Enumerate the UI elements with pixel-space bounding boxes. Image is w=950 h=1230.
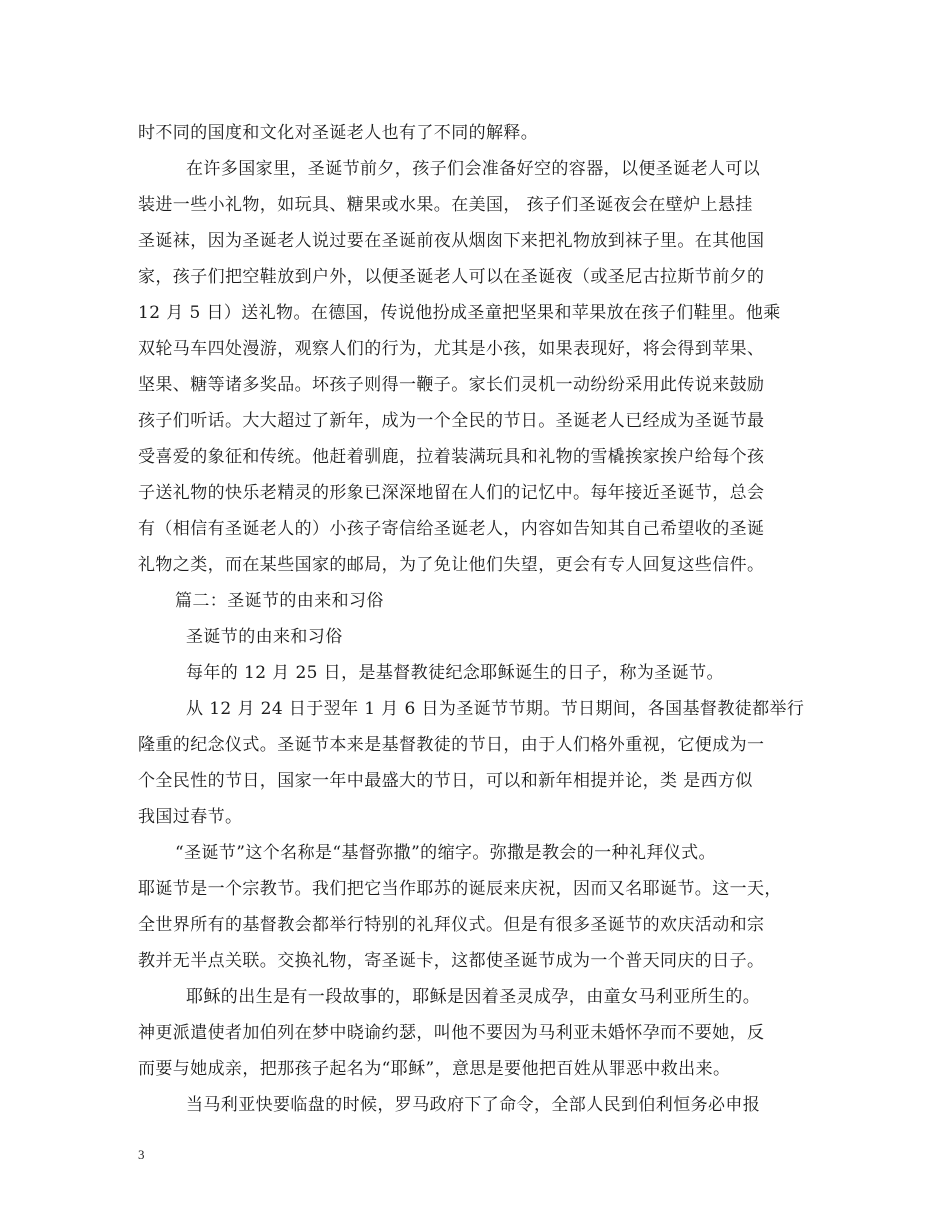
- text-line: 耶稣的出生是有一段故事的，耶稣是因着圣灵成孕，由童女马利亚所生的。: [186, 987, 761, 1007]
- text-line: 耶诞节是一个宗教节。我们把它当作耶苏的诞辰来庆祝，因而又名耶诞节。这一天，: [138, 879, 782, 899]
- section-heading: 篇二：圣诞节的由来和习俗: [175, 591, 384, 611]
- text-line: 每年的 12 月 25 日，是基督教徒纪念耶稣诞生的日子，称为圣诞节。: [186, 663, 724, 683]
- page-number: 3: [138, 1147, 145, 1162]
- text-line: 坚果、糖等诸多奖品。坏孩子则得一鞭子。家长们灵机一动纷纷采用此传说来鼓励: [138, 375, 765, 395]
- text-line: 在许多国家里，圣诞节前夕，孩子们会准备好空的容器，以便圣诞老人可以: [186, 159, 761, 179]
- text-line: 12 月 5 日）送礼物。在德国，传说他扮成圣童把坚果和苹果放在孩子们鞋里。他乘: [138, 303, 781, 323]
- text-line: 从 12 月 24 日于翌年 1 月 6 日为圣诞节节期。节日期间，各国基督教徒都举行: [186, 699, 805, 719]
- text-line: 子送礼物的快乐老精灵的形象已深深地留在人们的记忆中。每年接近圣诞节，总会: [138, 483, 765, 503]
- text-line: 受喜爱的象征和传统。他赶着驯鹿，拉着装满玩具和礼物的雪橇挨家挨户给每个孩: [138, 447, 765, 467]
- text-line: 当马利亚快要临盘的时候，罗马政府下了命令，全部人民到伯利恒务必申报: [186, 1095, 761, 1115]
- text-line: 家，孩子们把空鞋放到户外，以便圣诞老人可以在圣诞夜（或圣尼古拉斯节前夕的: [138, 267, 765, 287]
- text-line: 时不同的国度和文化对圣诞老人也有了不同的解释。: [138, 123, 539, 143]
- text-line: 教并无半点关联。交换礼物，寄圣诞卡，这都使圣诞节成为一个普天同庆的日子。: [138, 951, 765, 971]
- text-line: 装进一些小礼物，如玩具、糖果或水果。在美国， 孩子们圣诞夜会在壁炉上悬挂: [138, 195, 753, 215]
- text-line: 神更派遣使者加伯列在梦中晓谕约瑟，叫他不要因为马利亚未婚怀孕而不要她，反: [138, 1023, 765, 1043]
- text-line: 孩子们听话。大大超过了新年，成为一个全民的节日。圣诞老人已经成为圣诞节最: [138, 411, 765, 431]
- text-line: “圣诞节”这个名称是“基督弥撒”的缩字。弥撒是教会的一种礼拜仪式。: [175, 843, 716, 863]
- text-line: 隆重的纪念仪式。圣诞节本来是基督教徒的节日，由于人们格外重视，它便成为一: [138, 735, 765, 755]
- text-line: 我国过春节。: [138, 807, 243, 827]
- text-line: 圣诞袜，因为圣诞老人说过要在圣诞前夜从烟囱下来把礼物放到袜子里。在其他国: [138, 231, 765, 251]
- text-line: 而要与她成亲，把那孩子起名为“耶稣”，意思是要他把百姓从罪恶中救出来。: [138, 1059, 731, 1079]
- text-line: 礼物之类，而在某些国家的邮局，为了免让他们失望，更会有专人回复这些信件。: [138, 555, 765, 575]
- text-line: 双轮马车四处漫游，观察人们的行为，尤其是小孩，如果表现好，将会得到苹果、: [138, 339, 765, 359]
- article-title: 圣诞节的由来和习俗: [186, 627, 343, 647]
- text-line: 全世界所有的基督教会都举行特别的礼拜仪式。但是有很多圣诞节的欢庆活动和宗: [138, 915, 765, 935]
- text-line: 个全民性的节日，国家一年中最盛大的节日，可以和新年相提并论，类 是西方似: [138, 771, 753, 791]
- text-line: 有（相信有圣诞老人的）小孩子寄信给圣诞老人，内容如告知其自己希望收的圣诞: [138, 519, 765, 539]
